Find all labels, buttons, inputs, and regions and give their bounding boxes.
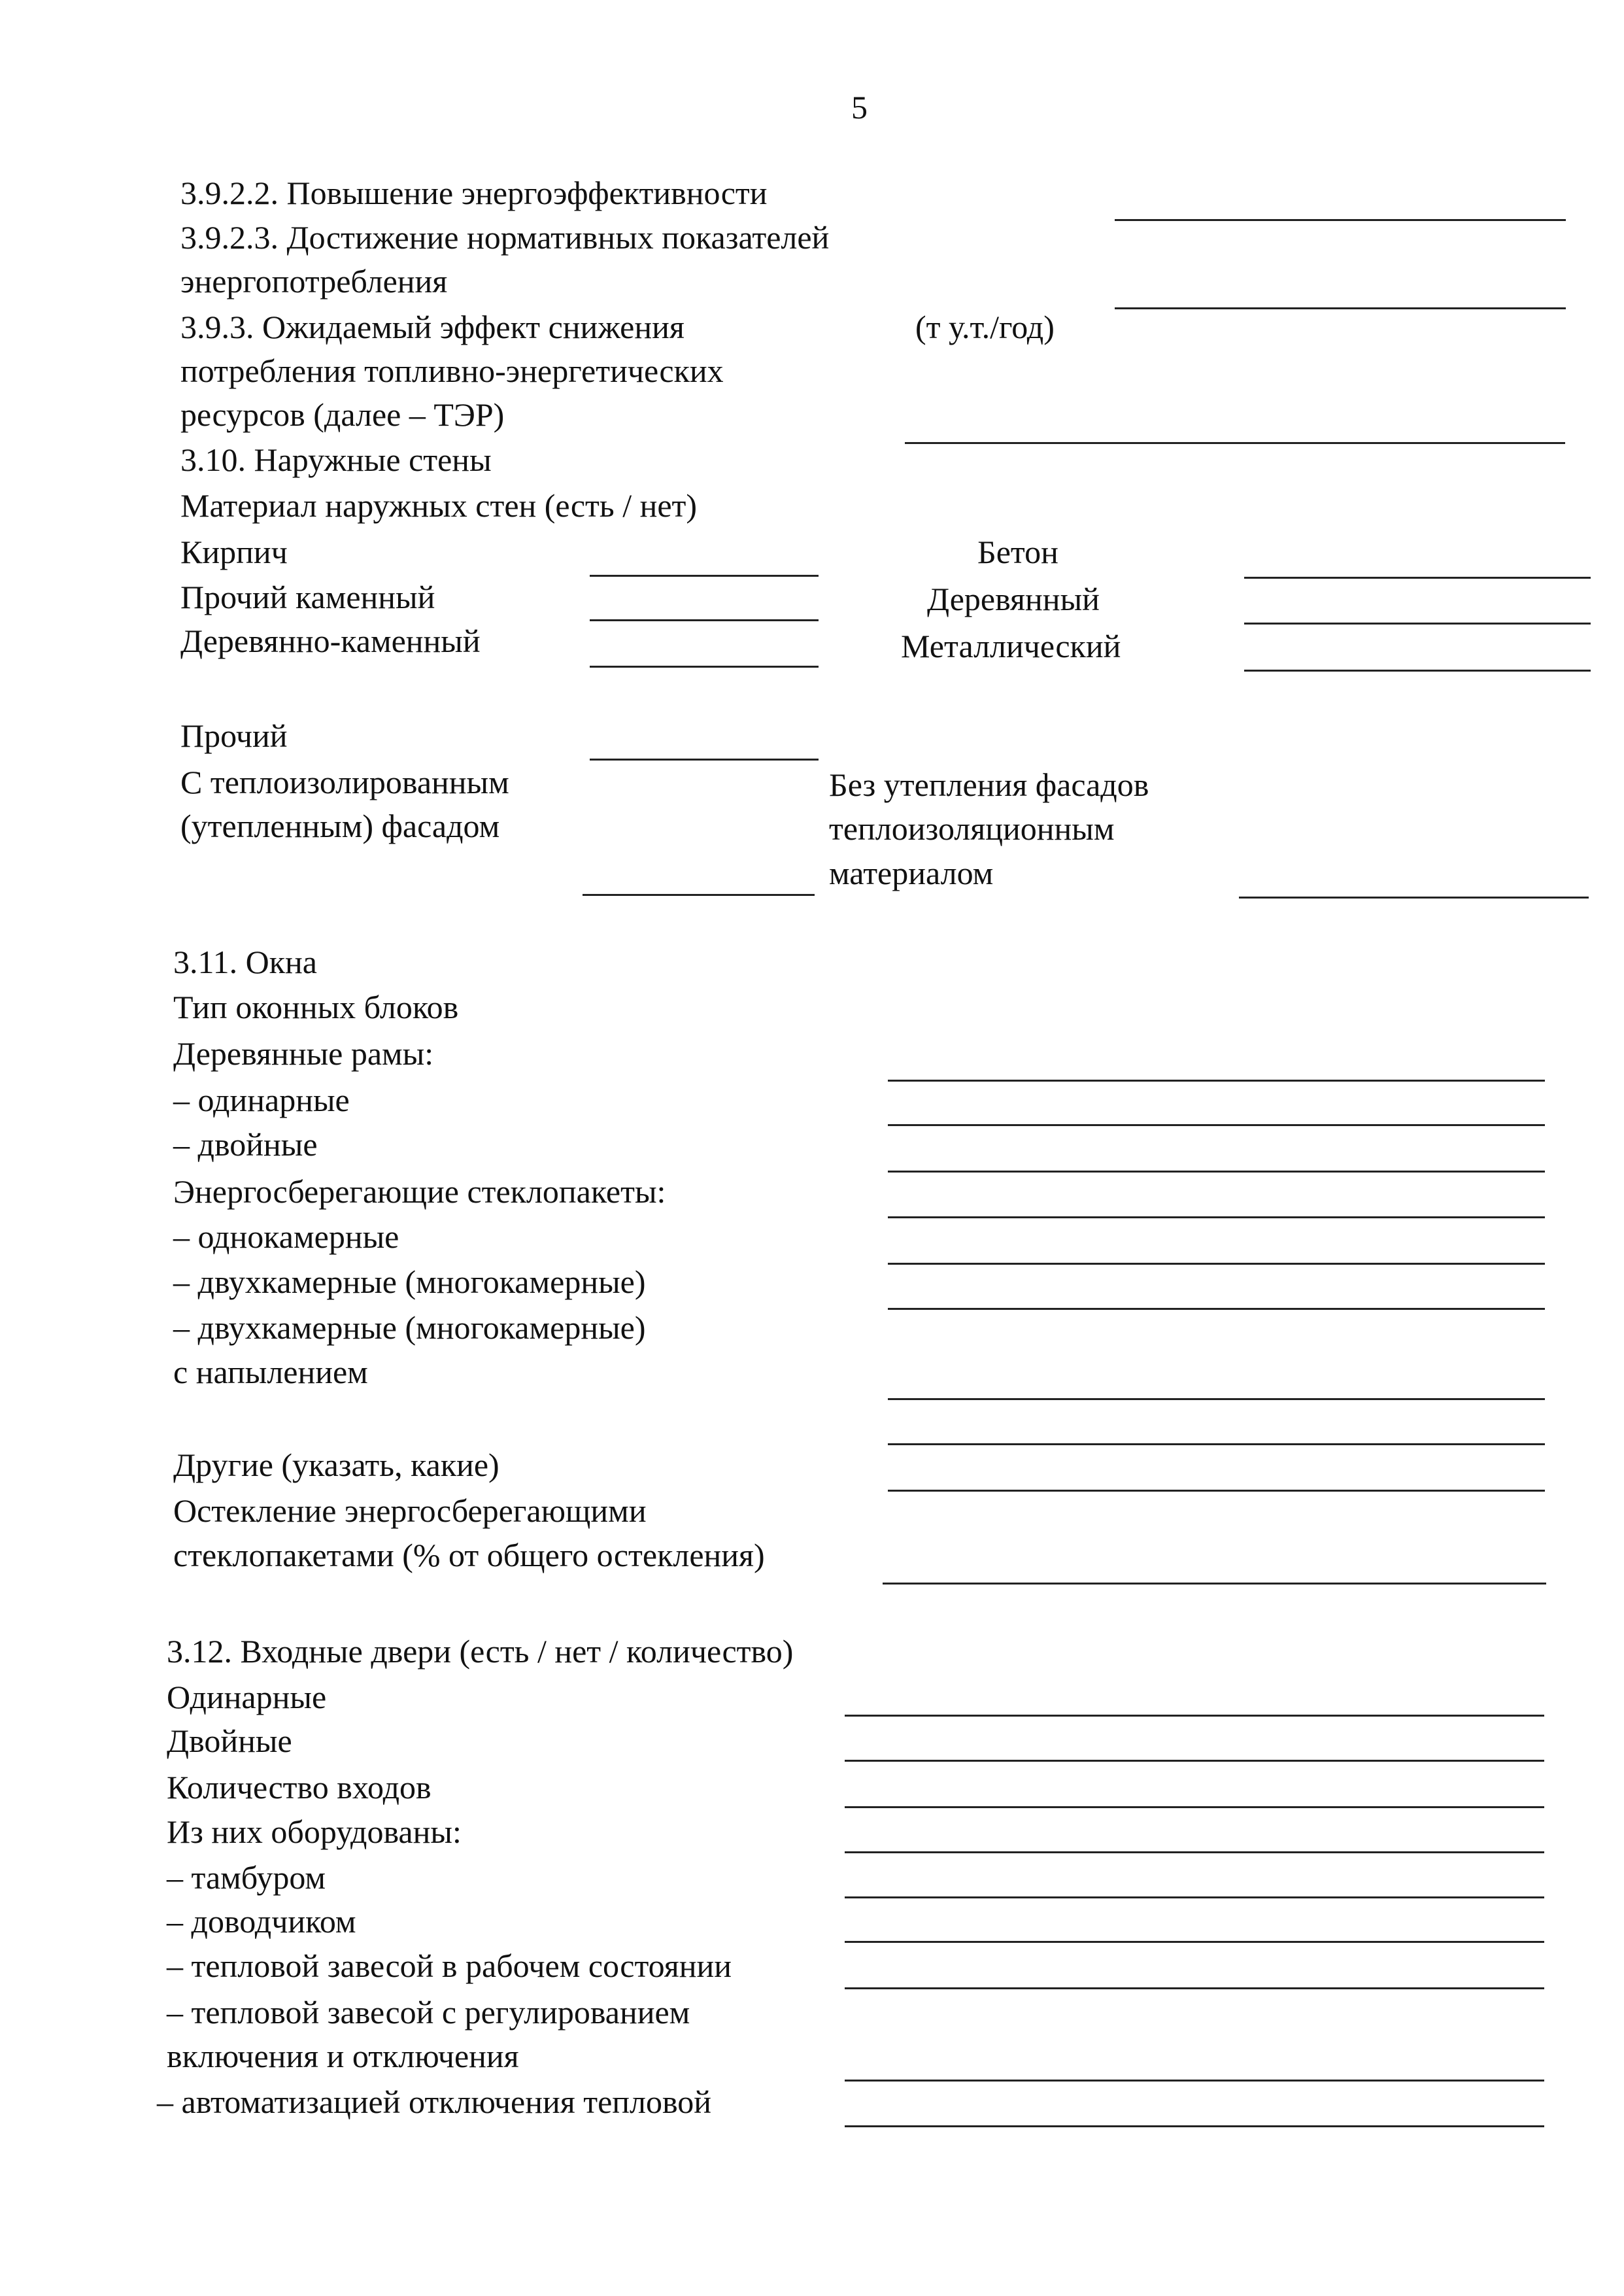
form-text-line: Двойные bbox=[167, 1722, 292, 1759]
form-text-line: Остекление энергосберегающими bbox=[173, 1492, 647, 1529]
form-text-line: – двухкамерные (многокамерные) bbox=[173, 1309, 646, 1346]
form-text-line: материалом bbox=[829, 855, 994, 891]
blank-field-line[interactable] bbox=[845, 1987, 1544, 1989]
form-text-line: Тип оконных блоков bbox=[173, 989, 459, 1025]
form-text-line: стеклопакетами (% от общего остекления) bbox=[173, 1537, 765, 1573]
blank-field-line[interactable] bbox=[583, 894, 815, 896]
form-text-line: – одинарные bbox=[173, 1082, 350, 1118]
form-text-line: потребления топливно-энергетических bbox=[180, 352, 724, 389]
blank-field-line[interactable] bbox=[845, 1941, 1544, 1943]
form-text-line: теплоизоляционным bbox=[829, 810, 1115, 847]
form-text-line: Деревянные рамы: bbox=[173, 1035, 434, 1072]
blank-field-line[interactable] bbox=[888, 1443, 1545, 1445]
form-text-line: включения и отключения bbox=[167, 2038, 519, 2074]
blank-field-line[interactable] bbox=[888, 1398, 1545, 1400]
blank-field-line[interactable] bbox=[845, 1851, 1544, 1853]
blank-field-line[interactable] bbox=[845, 2080, 1544, 2082]
blank-field-line[interactable] bbox=[888, 1124, 1545, 1126]
form-text-line: Материал наружных стен (есть / нет) bbox=[180, 487, 698, 524]
form-text-line: Из них оборудованы: bbox=[167, 1813, 462, 1850]
form-text-line: с напылением bbox=[173, 1354, 368, 1390]
form-text-line: Прочий bbox=[180, 717, 288, 754]
form-text-line: Количество входов bbox=[167, 1769, 431, 1806]
blank-field-line[interactable] bbox=[845, 1715, 1544, 1717]
blank-field-line[interactable] bbox=[888, 1263, 1545, 1265]
blank-field-line[interactable] bbox=[1239, 897, 1589, 899]
form-text-line: Деревянно-каменный bbox=[180, 623, 481, 659]
page-number: 5 bbox=[851, 89, 868, 126]
form-text-line: Кирпич bbox=[180, 534, 288, 570]
blank-field-line[interactable] bbox=[883, 1583, 1546, 1585]
form-text-line: Бетон bbox=[977, 534, 1058, 570]
form-text-line: (т у.т./год) bbox=[915, 309, 1055, 345]
form-text-line: 3.11. Окна bbox=[173, 944, 317, 980]
blank-field-line[interactable] bbox=[888, 1080, 1545, 1082]
blank-field-line[interactable] bbox=[1115, 219, 1566, 221]
form-text-line: 3.9.3. Ожидаемый эффект снижения bbox=[180, 309, 685, 345]
form-text-line: энергопотребления bbox=[180, 263, 448, 300]
blank-field-line[interactable] bbox=[1244, 577, 1591, 579]
form-text-line: Прочий каменный bbox=[180, 579, 435, 615]
blank-field-line[interactable] bbox=[888, 1216, 1545, 1218]
blank-field-line[interactable] bbox=[845, 2125, 1544, 2127]
blank-field-line[interactable] bbox=[590, 619, 819, 621]
blank-field-line[interactable] bbox=[590, 666, 819, 668]
form-text-line: 3.9.2.2. Повышение энергоэффективности bbox=[180, 175, 768, 211]
form-text-line: Металлический bbox=[901, 628, 1121, 664]
blank-field-line[interactable] bbox=[905, 442, 1565, 444]
form-text-line: Одинарные bbox=[167, 1679, 327, 1715]
blank-field-line[interactable] bbox=[845, 1806, 1544, 1808]
form-text-line: 3.9.2.3. Достижение нормативных показателей bbox=[180, 219, 830, 256]
form-text-line: – доводчиком bbox=[167, 1903, 356, 1940]
blank-field-line[interactable] bbox=[1244, 670, 1591, 672]
blank-field-line[interactable] bbox=[888, 1171, 1545, 1173]
form-text-line: Без утепления фасадов bbox=[829, 766, 1149, 803]
form-text-line: – автоматизацией отключения тепловой bbox=[157, 2083, 712, 2120]
form-text-line: Другие (указать, какие) bbox=[173, 1447, 499, 1483]
form-text-line: – тамбуром bbox=[167, 1859, 326, 1896]
form-text-line: Деревянный bbox=[927, 581, 1100, 617]
form-text-line: (утепленным) фасадом bbox=[180, 808, 500, 844]
blank-field-line[interactable] bbox=[590, 759, 819, 761]
form-text-line: Энергосберегающие стеклопакеты: bbox=[173, 1173, 666, 1210]
blank-field-line[interactable] bbox=[888, 1308, 1545, 1310]
blank-field-line[interactable] bbox=[845, 1760, 1544, 1762]
form-text-line: 3.12. Входные двери (есть / нет / количество) bbox=[167, 1633, 794, 1670]
form-text-line: С теплоизолированным bbox=[180, 764, 509, 800]
form-text-line: – тепловой завесой в рабочем состоянии bbox=[167, 1947, 732, 1984]
blank-field-line[interactable] bbox=[1115, 307, 1566, 309]
blank-field-line[interactable] bbox=[590, 575, 819, 577]
form-text-line: 3.10. Наружные стены bbox=[180, 441, 492, 478]
form-text-line: – тепловой завесой с регулированием bbox=[167, 1994, 690, 2030]
form-text-line: ресурсов (далее – ТЭР) bbox=[180, 396, 505, 433]
blank-field-line[interactable] bbox=[888, 1490, 1545, 1492]
blank-field-line[interactable] bbox=[845, 1896, 1544, 1898]
form-text-line: – двойные bbox=[173, 1126, 318, 1163]
form-text-line: – однокамерные bbox=[173, 1218, 399, 1255]
form-text-line: – двухкамерные (многокамерные) bbox=[173, 1263, 646, 1300]
blank-field-line[interactable] bbox=[1244, 623, 1591, 625]
